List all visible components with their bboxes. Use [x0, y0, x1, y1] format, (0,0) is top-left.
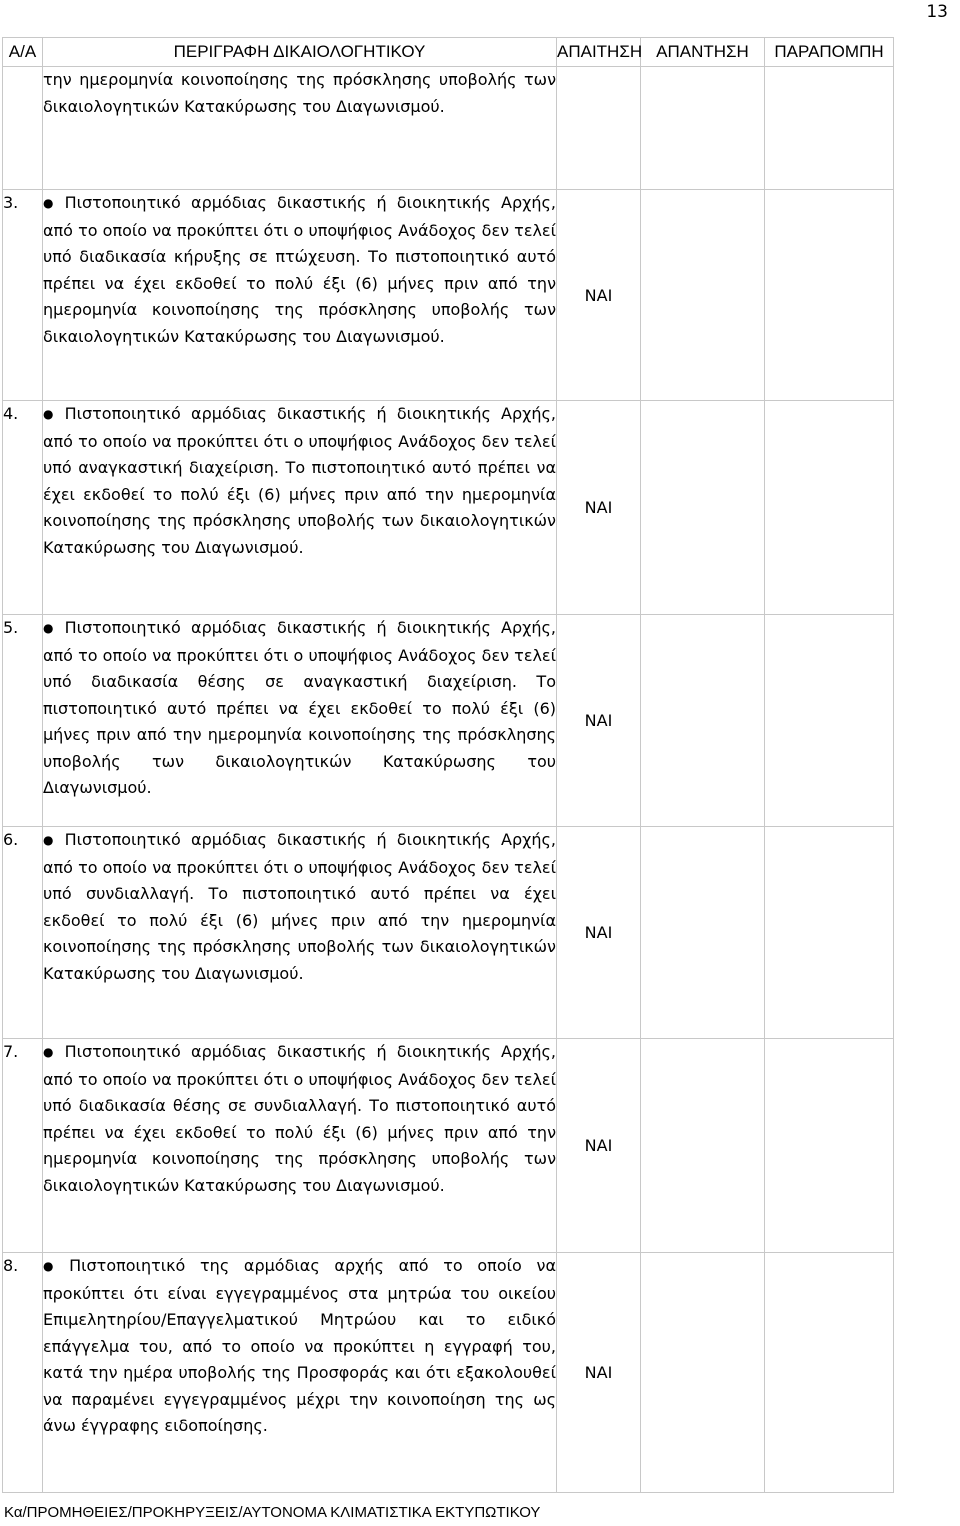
- row-description: [43, 190, 557, 401]
- row-description: [43, 1253, 557, 1493]
- table-row: [3, 827, 894, 1039]
- row-answer-cell: [641, 1039, 765, 1253]
- row-answer-cell: [641, 615, 765, 827]
- page-footer: Κα/ΠΡΟΜΗΘΕΙΕΣ/ΠΡΟΚΗΡΥΞΕΙΣ/ΑΥΤΟΝΟΜΑ ΚΛΙΜΑΤΙΣΤΙΚΑ ΕΚΤΥΠΩΤΙΚΟΥ: [4, 1504, 541, 1521]
- row-number: 3.: [3, 190, 43, 401]
- table-row: [3, 401, 894, 615]
- bullet-icon: ●: [43, 833, 59, 847]
- row-text: Πιστοποιητικό αρμόδιας δικαστικής ή διοικητικής Αρχής, από το οποίο να προκύπτει ότι ο υποψήφιος Ανάδοχος δεν τελεί υπό διαδικασία θέσης σε αναγκαστική διαχείριση. Το πιστοποιητικό αυτό πρέπει να έχει εκδοθεί το πολύ έξι (6) μήνες πριν από την ημερομηνία κοινοποίησης της πρόσκλησης υποβολής των δικαιολογητικών Κατακύρωσης του Διαγωνισμού.: [43, 618, 556, 797]
- row-text: Πιστοποιητικό της αρμόδιας αρχής από το οποίο να προκύπτει ότι είναι εγγεγραμμένος στα μητρώα του οικείου Επιμελητηρίου/Επαγγελματικού Μητρώου και το ειδικό επάγγελμα του, από το οποίο να προκύπτει η εγγραφή του, κατά την ημέρα υποβολής της Προσφοράς και ότι εξακολουθεί να παραμένει εγγεγραμμένος μέχρι την κοινοποίηση της ως άνω έγγραφης ειδοποίησης.: [43, 1256, 556, 1435]
- bullet-icon: ●: [43, 1045, 59, 1059]
- bullet-icon: ●: [43, 1259, 64, 1273]
- header-description: ΠΕΡΙΓΡΑΦΗ ΔΙΚΑΙΟΛΟΓΗΤΙΚΟΥ: [43, 38, 557, 67]
- row-text: Πιστοποιητικό αρμόδιας δικαστικής ή διοικητικής Αρχής, από το οποίο να προκύπτει ότι ο υποψήφιος Ανάδοχος δεν τελεί υπό συνδιαλλαγή. Το πιστοποιητικό αυτό πρέπει να έχει εκδοθεί το πολύ έξι (6) μήνες πριν από την ημερομηνία κοινοποίησης της πρόσκλησης υποβολής των δικαιολογητικών Κατακύρωσης του Διαγωνισμού.: [43, 830, 556, 983]
- row-text: την ημερομηνία κοινοποίησης της πρόσκλησης υποβολής των δικαιολογητικών Κατακύρωσης του Διαγωνισμού.: [43, 70, 556, 116]
- row-reference-cell: [765, 67, 894, 190]
- table-row: [3, 1039, 894, 1253]
- row-description: [43, 67, 557, 190]
- row-answer-cell: [641, 67, 765, 190]
- header-answer: ΑΠΑΝΤΗΣΗ: [641, 38, 765, 67]
- row-description: [43, 1039, 557, 1253]
- row-description: [43, 827, 557, 1039]
- table-row: [3, 1253, 894, 1493]
- row-requirement: ΝΑΙ: [557, 615, 641, 827]
- row-answer-cell: [641, 401, 765, 615]
- table-header-row: [3, 38, 894, 67]
- row-requirement: ΝΑΙ: [557, 1253, 641, 1493]
- header-reference: ΠΑΡΑΠΟΜΠΗ: [765, 38, 894, 67]
- row-description: [43, 615, 557, 827]
- row-requirement: ΝΑΙ: [557, 827, 641, 1039]
- row-number: 5.: [3, 615, 43, 827]
- row-answer-cell: [641, 1253, 765, 1493]
- page-number: 13: [926, 2, 948, 22]
- row-requirement: ΝΑΙ: [557, 1039, 641, 1253]
- row-text: Πιστοποιητικό αρμόδιας δικαστικής ή διοικητικής Αρχής, από το οποίο να προκύπτει ότι ο υποψήφιος Ανάδοχος δεν τελεί υπό διαδικασία θέσης σε συνδιαλλαγή. Το πιστοποιητικό αυτό πρέπει να έχει εκδοθεί το πολύ έξι (6) μήνες πριν από την ημερομηνία κοινοποίησης της πρόσκλησης υποβολής των δικαιολογητικών Κατακύρωσης του Διαγωνισμού.: [43, 1042, 556, 1195]
- row-reference-cell: [765, 827, 894, 1039]
- bullet-icon: ●: [43, 407, 59, 421]
- row-number: 6.: [3, 827, 43, 1039]
- row-number: [3, 67, 43, 190]
- bullet-icon: ●: [43, 621, 59, 635]
- row-requirement: [557, 67, 641, 190]
- row-reference-cell: [765, 1253, 894, 1493]
- row-reference-cell: [765, 190, 894, 401]
- row-requirement: ΝΑΙ: [557, 401, 641, 615]
- row-answer-cell: [641, 827, 765, 1039]
- row-number: 4.: [3, 401, 43, 615]
- row-reference-cell: [765, 615, 894, 827]
- row-number: 8.: [3, 1253, 43, 1493]
- row-reference-cell: [765, 1039, 894, 1253]
- row-number: 7.: [3, 1039, 43, 1253]
- bullet-icon: ●: [43, 196, 59, 210]
- row-description: [43, 401, 557, 615]
- table-row: [3, 190, 894, 401]
- header-requirement: ΑΠΑΙΤΗΣΗ: [557, 38, 641, 67]
- row-text: Πιστοποιητικό αρμόδιας δικαστικής ή διοικητικής Αρχής, από το οποίο να προκύπτει ότι ο υποψήφιος Ανάδοχος δεν τελεί υπό διαδικασία κήρυξης σε πτώχευση. Το πιστοποιητικό αυτό πρέπει να έχει εκδοθεί το πολύ έξι (6) μήνες πριν από την ημερομηνία κοινοποίησης της πρόσκλησης υποβολής των δικαιολογητικών Κατακύρωσης του Διαγωνισμού.: [43, 193, 556, 346]
- row-text: Πιστοποιητικό αρμόδιας δικαστικής ή διοικητικής Αρχής, από το οποίο να προκύπτει ότι ο υποψήφιος Ανάδοχος δεν τελεί υπό αναγκαστική διαχείριση. Το πιστοποιητικό αυτό πρέπει να έχει εκδοθεί το πολύ έξι (6) μήνες πριν από την ημερομηνία κοινοποίησης της πρόσκλησης υποβολής των δικαιολογητικών Κατακύρωσης του Διαγωνισμού.: [43, 404, 556, 557]
- row-answer-cell: [641, 190, 765, 401]
- row-requirement: ΝΑΙ: [557, 190, 641, 401]
- row-reference-cell: [765, 401, 894, 615]
- table-row: [3, 615, 894, 827]
- requirements-table: [2, 37, 894, 1493]
- table-row-continuation: [3, 67, 894, 190]
- header-aa: Α/Α: [3, 38, 43, 67]
